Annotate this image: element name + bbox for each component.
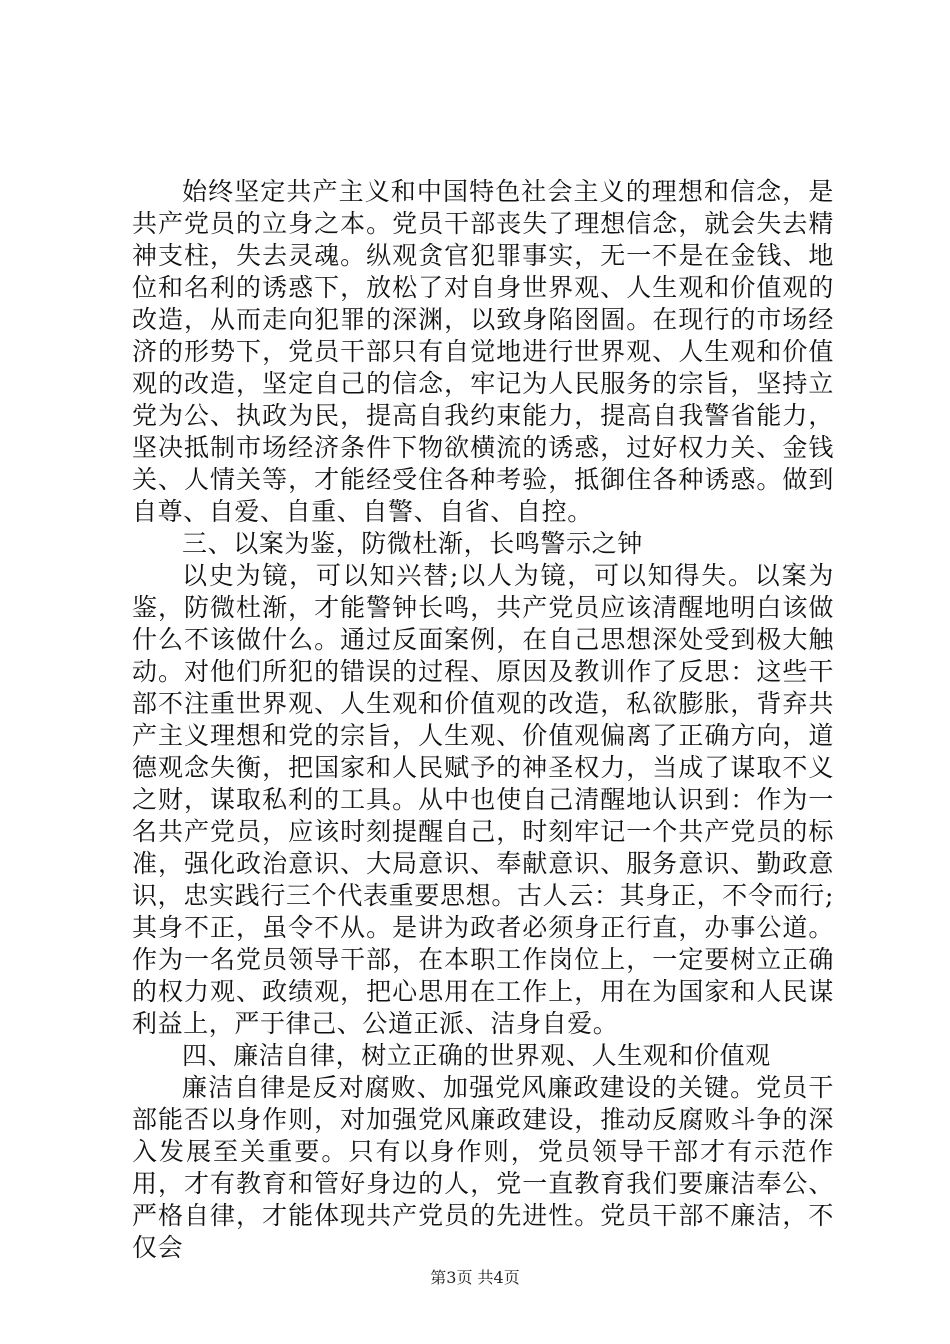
page-number-footer: 第3页 共4页 [430, 1268, 520, 1287]
section-heading-4: 四、廉洁自律，树立正确的世界观、人生观和价值观 [182, 1041, 771, 1070]
document-body [132, 176, 834, 1264]
paragraph-cases: 以史为镜，可以知兴替;以人为镜，可以知得失。以案为鉴，防微杜渐，才能警钟长鸣，共产党员应该清醒地明白该做什么不该做什么。通过反面案例，在自己思想深处受到极大触动。对他们所犯的错误的过程、原因及教训作了反思：这些干部不注重世界观、人生观和价值观的改造，私欲膨胀，背弃共产主义理想和党的宗旨，人生观、价值观偏离了正确方向，道德观念失衡，把国家和人民赋予的神圣权力，当成了谋取不义之财，谋取私利的工具。从中也使自己清醒地认识到：作为一名共产党员，应该时刻提醒自己，时刻牢记一个共产党员的标准，强化政治意识、大局意识、奉献意识、服务意识、勤政意识，忠实践行三个代表重要思想。古人云：其身正，不令而行;其身不正，虽令不从。是讲为政者必须身正行直，办事公道。作为一名党员领导干部，在本职工作岗位上，一定要树立正确的权力观、政绩观，把心思用在工作上，用在为国家和人民谋利益上，严于律己、公道正派、洁身自爱。 [132, 561, 834, 1038]
section-heading-3: 三、以案为鉴，防微杜渐，长鸣警示之钟 [182, 529, 643, 558]
paragraph-ideals: 始终坚定共产主义和中国特色社会主义的理想和信念，是共产党员的立身之本。党员干部丧失了理想信念，就会失去精神支柱，失去灵魂。纵观贪官犯罪事实，无一不是在金钱、地位和名利的诱惑下，放松了对自身世界观、人生观和价值观的改造，从而走向犯罪的深渊，以致身陷囹圄。在现行的市场经济的形势下，党员干部只有自觉地进行世界观、人生观和价值观的改造，坚定自己的信念，牢记为人民服务的宗旨，坚持立党为公、执政为民，提高自我约束能力，提高自我警省能力，坚决抵制市场经济条件下物欲横流的诱惑，过好权力关、金钱关、人情关等，才能经受住各种考验，抵御住各种诱惑。做到自尊、自爱、自重、自警、自省、自控。 [132, 177, 834, 526]
paragraph-self-discipline: 廉洁自律是反对腐败、加强党风廉政建设的关键。党员干部能否以身作则，对加强党风廉政建设，推动反腐败斗争的深入发展至关重要。只有以身作则，党员领导干部才有示范作用，才有教育和管好身边的人，党一直教育我们要廉洁奉公、严格自律，才能体现共产党员的先进性。党员干部不廉洁，不仅会 [132, 1073, 834, 1262]
